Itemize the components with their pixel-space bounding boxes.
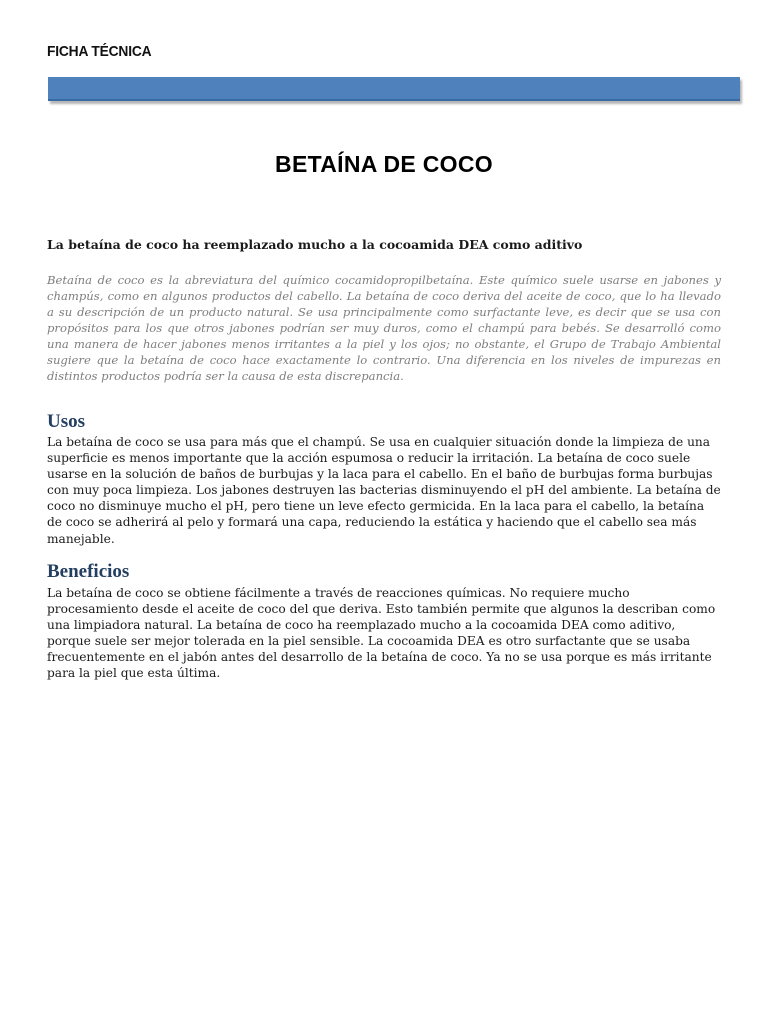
section-text-usos: La betaína de coco se usa para más que el champú. Se usa en cualquier situación donde la limpieza de una superficie es menos importante que la acción espumosa o reducir la irritación. La betaína de coco suele usarse en la solución de baños de burbujas y la laca para el cabello. En el baño de burbujas forma burbujas con muy poca limpieza. Los jabones destruyen las bacterias disminuyendo el pH del ambiente. La betaína de coco no disminuye mucho el pH, pero tiene un leve efecto germicida. En la laca para el cabello, la betaína de coco se adherirá al pelo y formará una capa, reduciendo la estática y haciendo que el cabello sea más manejable. — [47, 435, 721, 546]
section-heading-beneficios: Beneficios — [47, 561, 130, 582]
header-bar — [48, 77, 740, 101]
section-text-beneficios: La betaína de coco se obtiene fácilmente a través de reacciones químicas. No requiere mucho procesamiento desde el aceite de coco del que deriva. Esto también permite que algunos la describan como una limpiadora natural. La betaína de coco ha reemplazado mucho a la cocoamida DEA como aditivo, porque suele ser mejor tolerada en la piel sensible. La cocoamida DEA es otro surfactante que se usaba frecuentemente en el jabón antes del desarrollo de la betaína de coco. Ya no se usa porque es más irritante para la piel que esta última. — [47, 586, 716, 681]
intro-paragraph: Betaína de coco es la abreviatura del químico cocamidopropilbetaína. Este químico suele usarse en jabones y champús, como en algunos productos del cabello. La betaína de coco deriva del aceite de coco, que lo ha llevado a su descripción de un producto natural. Se usa principalmente como surfactante leve, es decir que se usa con propósitos para los que otros jabones podrían ser muy duros, como el champú para bebés. Se desarrolló como una manera de hacer jabones menos irritantes a la piel y los ojos; no obstante, el Grupo de Trabajo Ambiental sugiere que la betaína de coco hace exactamente lo contrario. Una diferencia en los niveles de impurezas en distintos productos podría ser la causa de esta discrepancia. — [47, 273, 721, 383]
document-title: BETAÍNA DE COCO — [275, 151, 493, 177]
document-subtitle: La betaína de coco ha reemplazado mucho a la cocoamida DEA como aditivo — [47, 237, 583, 252]
header-label: FICHA TÉCNICA — [47, 43, 152, 60]
section-heading-usos: Usos — [47, 411, 86, 432]
